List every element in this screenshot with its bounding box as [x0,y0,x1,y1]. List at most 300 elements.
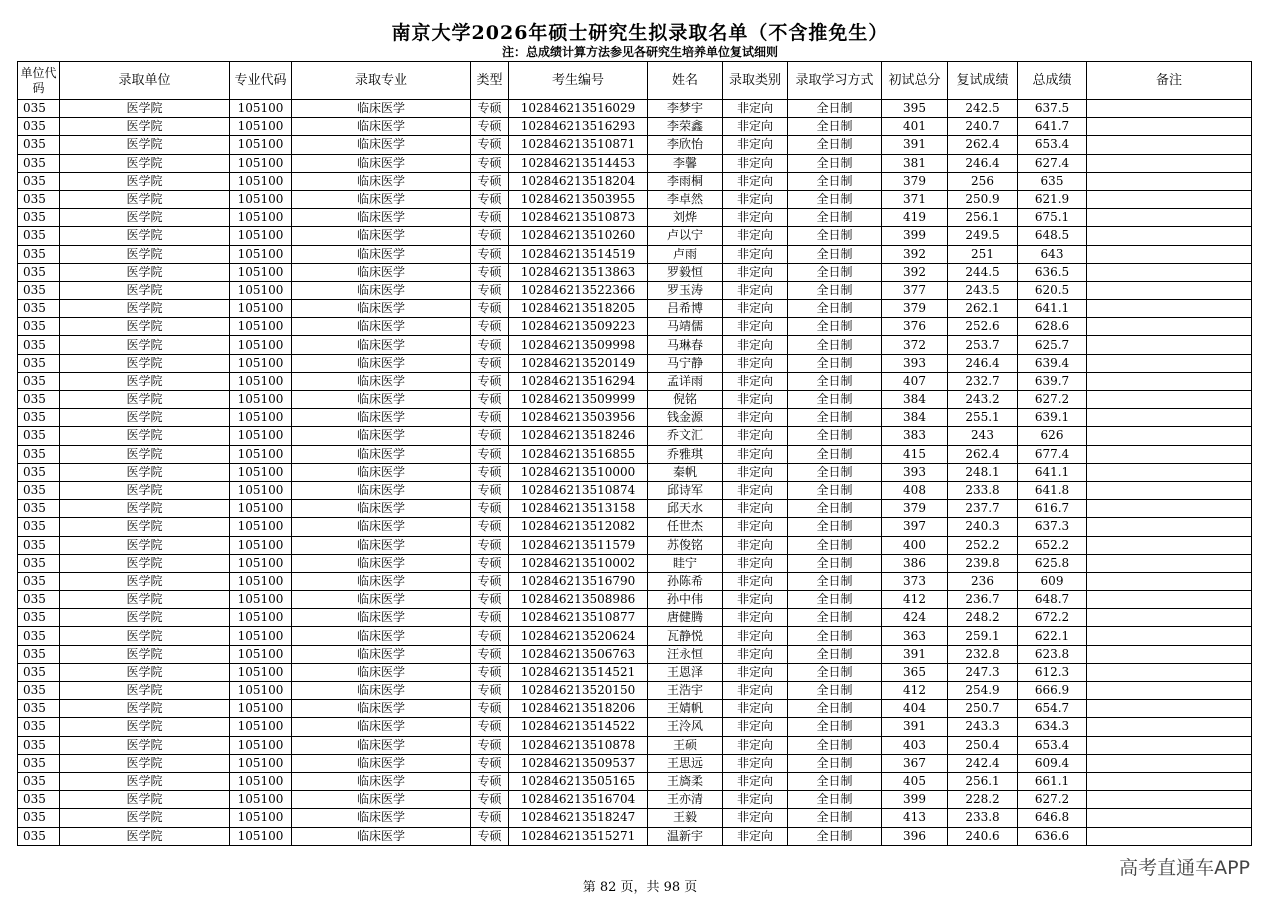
cell-total-score: 653.4 [1018,736,1087,754]
cell-unit-code: 035 [18,336,60,354]
cell-exam-no: 102846213518247 [509,809,648,827]
cell-category: 非定向 [723,118,788,136]
cell-unit: 医学院 [60,572,230,590]
cell-major-code: 105100 [230,336,292,354]
cell-major: 临床医学 [292,263,471,281]
table-header-row [18,62,1252,100]
cell-prelim-score: 393 [882,354,948,372]
table-row [18,154,1252,172]
table-row [18,172,1252,190]
cell-exam-no: 102846213511579 [509,536,648,554]
cell-retest-score: 262.4 [948,136,1018,154]
cell-remark [1087,172,1252,190]
cell-unit: 医学院 [60,682,230,700]
cell-unit-code: 035 [18,591,60,609]
cell-category: 非定向 [723,791,788,809]
header-remark: 备注 [1087,62,1252,100]
cell-name: 王泠风 [648,718,723,736]
cell-study-mode: 全日制 [788,500,882,518]
cell-unit: 医学院 [60,700,230,718]
table-row [18,791,1252,809]
cell-prelim-score: 408 [882,481,948,499]
cell-study-mode: 全日制 [788,372,882,390]
cell-total-score: 636.6 [1018,827,1087,845]
cell-unit-code: 035 [18,754,60,772]
cell-category: 非定向 [723,736,788,754]
cell-total-score: 616.7 [1018,500,1087,518]
cell-major-code: 105100 [230,209,292,227]
cell-total-score: 666.9 [1018,682,1087,700]
cell-prelim-score: 412 [882,591,948,609]
cell-study-mode: 全日制 [788,172,882,190]
cell-remark [1087,118,1252,136]
cell-remark [1087,663,1252,681]
cell-remark [1087,572,1252,590]
cell-name: 乔文汇 [648,427,723,445]
cell-remark [1087,445,1252,463]
cell-exam-no: 102846213516704 [509,791,648,809]
cell-remark [1087,536,1252,554]
cell-prelim-score: 367 [882,754,948,772]
cell-major-code: 105100 [230,827,292,845]
cell-major: 临床医学 [292,245,471,263]
cell-total-score: 636.5 [1018,263,1087,281]
cell-study-mode: 全日制 [788,227,882,245]
cell-total-score: 648.7 [1018,591,1087,609]
cell-category: 非定向 [723,409,788,427]
table-row [18,190,1252,208]
cell-study-mode: 全日制 [788,718,882,736]
table-row [18,609,1252,627]
cell-category: 非定向 [723,300,788,318]
table-row [18,554,1252,572]
cell-total-score: 648.5 [1018,227,1087,245]
cell-category: 非定向 [723,645,788,663]
cell-exam-no: 102846213518204 [509,172,648,190]
cell-major: 临床医学 [292,427,471,445]
cell-major: 临床医学 [292,391,471,409]
cell-type: 专硕 [471,591,509,609]
cell-major-code: 105100 [230,682,292,700]
cell-retest-score: 246.4 [948,154,1018,172]
cell-category: 非定向 [723,318,788,336]
cell-total-score: 625.7 [1018,336,1087,354]
cell-prelim-score: 415 [882,445,948,463]
cell-total-score: 627.2 [1018,791,1087,809]
cell-unit: 医学院 [60,409,230,427]
cell-prelim-score: 371 [882,190,948,208]
cell-type: 专硕 [471,227,509,245]
cell-remark [1087,409,1252,427]
cell-category: 非定向 [723,718,788,736]
cell-remark [1087,281,1252,299]
cell-unit-code: 035 [18,554,60,572]
cell-exam-no: 102846213513863 [509,263,648,281]
cell-major: 临床医学 [292,627,471,645]
cell-remark [1087,827,1252,845]
cell-unit: 医学院 [60,500,230,518]
cell-remark [1087,518,1252,536]
cell-unit: 医学院 [60,554,230,572]
cell-retest-score: 232.7 [948,372,1018,390]
cell-category: 非定向 [723,172,788,190]
cell-type: 专硕 [471,791,509,809]
cell-prelim-score: 424 [882,609,948,627]
cell-type: 专硕 [471,700,509,718]
table-row [18,736,1252,754]
table-row [18,263,1252,281]
cell-remark [1087,245,1252,263]
cell-total-score: 628.6 [1018,318,1087,336]
cell-major-code: 105100 [230,645,292,663]
cell-retest-score: 243.5 [948,281,1018,299]
cell-prelim-score: 399 [882,227,948,245]
cell-type: 专硕 [471,209,509,227]
cell-total-score: 643 [1018,245,1087,263]
cell-category: 非定向 [723,827,788,845]
cell-exam-no: 102846213510878 [509,736,648,754]
cell-exam-no: 102846213509223 [509,318,648,336]
cell-category: 非定向 [723,663,788,681]
cell-category: 非定向 [723,427,788,445]
cell-major: 临床医学 [292,645,471,663]
cell-major-code: 105100 [230,809,292,827]
cell-exam-no: 102846213522366 [509,281,648,299]
cell-major: 临床医学 [292,372,471,390]
scoring-note: 注：总成绩计算方法参见各研究生培养单位复试细则 [501,45,778,59]
cell-retest-score: 262.4 [948,445,1018,463]
cell-major-code: 105100 [230,772,292,790]
cell-study-mode: 全日制 [788,263,882,281]
cell-type: 专硕 [471,572,509,590]
cell-retest-score: 259.1 [948,627,1018,645]
cell-name: 秦帆 [648,463,723,481]
cell-exam-no: 102846213510000 [509,463,648,481]
cell-retest-score: 243.3 [948,718,1018,736]
cell-major-code: 105100 [230,245,292,263]
cell-category: 非定向 [723,227,788,245]
cell-total-score: 641.1 [1018,300,1087,318]
cell-major: 临床医学 [292,445,471,463]
cell-remark [1087,391,1252,409]
cell-total-score: 609 [1018,572,1087,590]
cell-unit-code: 035 [18,409,60,427]
cell-retest-score: 250.4 [948,736,1018,754]
cell-study-mode: 全日制 [788,336,882,354]
cell-unit-code: 035 [18,663,60,681]
cell-prelim-score: 373 [882,572,948,590]
cell-major-code: 105100 [230,554,292,572]
cell-type: 专硕 [471,736,509,754]
cell-total-score: 627.2 [1018,391,1087,409]
cell-unit-code: 035 [18,809,60,827]
cell-major-code: 105100 [230,500,292,518]
cell-exam-no: 102846213510877 [509,609,648,627]
cell-retest-score: 256.1 [948,209,1018,227]
cell-category: 非定向 [723,772,788,790]
table-row [18,645,1252,663]
table-row [18,809,1252,827]
cell-major: 临床医学 [292,336,471,354]
cell-category: 非定向 [723,154,788,172]
cell-type: 专硕 [471,263,509,281]
cell-total-score: 626 [1018,427,1087,445]
cell-name: 孟详雨 [648,372,723,390]
cell-major-code: 105100 [230,172,292,190]
cell-name: 王思远 [648,754,723,772]
cell-prelim-score: 391 [882,718,948,736]
cell-study-mode: 全日制 [788,827,882,845]
cell-major: 临床医学 [292,354,471,372]
table-row [18,772,1252,790]
cell-category: 非定向 [723,463,788,481]
cell-exam-no: 102846213508986 [509,591,648,609]
cell-unit: 医学院 [60,281,230,299]
cell-prelim-score: 404 [882,700,948,718]
cell-remark [1087,100,1252,118]
cell-unit: 医学院 [60,791,230,809]
cell-type: 专硕 [471,500,509,518]
cell-study-mode: 全日制 [788,809,882,827]
cell-category: 非定向 [723,500,788,518]
cell-unit: 医学院 [60,718,230,736]
cell-category: 非定向 [723,481,788,499]
cell-major-code: 105100 [230,372,292,390]
cell-prelim-score: 392 [882,245,948,263]
cell-retest-score: 262.1 [948,300,1018,318]
cell-unit: 医学院 [60,591,230,609]
cell-study-mode: 全日制 [788,300,882,318]
header-prelim-score: 初试总分 [882,62,948,100]
cell-study-mode: 全日制 [788,518,882,536]
cell-name: 王旖柔 [648,772,723,790]
cell-retest-score: 233.8 [948,809,1018,827]
cell-type: 专硕 [471,463,509,481]
cell-category: 非定向 [723,809,788,827]
cell-unit: 医学院 [60,154,230,172]
cell-major: 临床医学 [292,154,471,172]
cell-name: 苏俊铭 [648,536,723,554]
cell-unit: 医学院 [60,136,230,154]
cell-name: 任世杰 [648,518,723,536]
cell-retest-score: 242.5 [948,100,1018,118]
cell-remark [1087,754,1252,772]
admission-table [17,61,1252,846]
cell-study-mode: 全日制 [788,463,882,481]
cell-major-code: 105100 [230,118,292,136]
cell-retest-score: 253.7 [948,336,1018,354]
table-row [18,572,1252,590]
cell-unit-code: 035 [18,245,60,263]
cell-study-mode: 全日制 [788,245,882,263]
cell-total-score: 652.2 [1018,536,1087,554]
cell-major: 临床医学 [292,536,471,554]
cell-prelim-score: 407 [882,372,948,390]
cell-exam-no: 102846213512082 [509,518,648,536]
cell-major: 临床医学 [292,118,471,136]
cell-retest-score: 247.3 [948,663,1018,681]
cell-category: 非定向 [723,209,788,227]
cell-retest-score: 228.2 [948,791,1018,809]
cell-exam-no: 102846213520149 [509,354,648,372]
cell-type: 专硕 [471,118,509,136]
cell-major: 临床医学 [292,572,471,590]
cell-type: 专硕 [471,245,509,263]
table-row [18,245,1252,263]
table-row [18,536,1252,554]
cell-major-code: 105100 [230,154,292,172]
cell-prelim-score: 381 [882,154,948,172]
cell-unit: 医学院 [60,627,230,645]
cell-type: 专硕 [471,154,509,172]
cell-total-score: 654.7 [1018,700,1087,718]
cell-major: 临床医学 [292,100,471,118]
table-row [18,227,1252,245]
cell-total-score: 627.4 [1018,154,1087,172]
cell-retest-score: 233.8 [948,481,1018,499]
cell-major: 临床医学 [292,772,471,790]
cell-category: 非定向 [723,754,788,772]
cell-major-code: 105100 [230,427,292,445]
cell-unit: 医学院 [60,463,230,481]
cell-category: 非定向 [723,445,788,463]
cell-name: 汪永恒 [648,645,723,663]
table-row [18,518,1252,536]
cell-retest-score: 250.9 [948,190,1018,208]
header-exam-no: 考生编号 [509,62,648,100]
cell-remark [1087,682,1252,700]
cell-retest-score: 248.2 [948,609,1018,627]
cell-type: 专硕 [471,172,509,190]
cell-study-mode: 全日制 [788,281,882,299]
cell-study-mode: 全日制 [788,645,882,663]
table-row [18,118,1252,136]
cell-major: 临床医学 [292,300,471,318]
cell-category: 非定向 [723,136,788,154]
cell-study-mode: 全日制 [788,736,882,754]
cell-major-code: 105100 [230,481,292,499]
cell-remark [1087,736,1252,754]
cell-major-code: 105100 [230,791,292,809]
table-row [18,100,1252,118]
cell-major: 临床医学 [292,409,471,427]
table-row [18,627,1252,645]
header-major: 录取专业 [292,62,471,100]
cell-retest-score: 244.5 [948,263,1018,281]
cell-exam-no: 102846213505165 [509,772,648,790]
cell-unit: 医学院 [60,809,230,827]
cell-study-mode: 全日制 [788,100,882,118]
cell-major: 临床医学 [292,591,471,609]
cell-unit-code: 035 [18,518,60,536]
cell-name: 邱诗军 [648,481,723,499]
header-study-mode: 录取学习方式 [788,62,882,100]
cell-major-code: 105100 [230,536,292,554]
cell-exam-no: 102846213516029 [509,100,648,118]
cell-unit: 医学院 [60,391,230,409]
cell-prelim-score: 405 [882,772,948,790]
cell-total-score: 677.4 [1018,445,1087,463]
cell-name: 李馨 [648,154,723,172]
cell-prelim-score: 384 [882,391,948,409]
cell-category: 非定向 [723,372,788,390]
table-row [18,700,1252,718]
cell-prelim-score: 403 [882,736,948,754]
cell-total-score: 646.8 [1018,809,1087,827]
cell-name: 刘烨 [648,209,723,227]
cell-unit: 医学院 [60,772,230,790]
cell-major: 临床医学 [292,281,471,299]
cell-remark [1087,190,1252,208]
cell-name: 眭宁 [648,554,723,572]
cell-remark [1087,500,1252,518]
cell-type: 专硕 [471,354,509,372]
cell-study-mode: 全日制 [788,791,882,809]
cell-total-score: 623.8 [1018,645,1087,663]
cell-major-code: 105100 [230,609,292,627]
cell-unit-code: 035 [18,500,60,518]
cell-name: 王浩宇 [648,682,723,700]
table-row [18,136,1252,154]
cell-major-code: 105100 [230,136,292,154]
cell-category: 非定向 [723,354,788,372]
cell-exam-no: 102846213518206 [509,700,648,718]
cell-major: 临床医学 [292,736,471,754]
cell-type: 专硕 [471,536,509,554]
cell-exam-no: 102846213520624 [509,627,648,645]
cell-major: 临床医学 [292,609,471,627]
cell-exam-no: 102846213520150 [509,682,648,700]
cell-category: 非定向 [723,572,788,590]
cell-major-code: 105100 [230,227,292,245]
cell-name: 卢以宁 [648,227,723,245]
cell-unit: 医学院 [60,445,230,463]
cell-name: 唐健腾 [648,609,723,627]
cell-unit: 医学院 [60,172,230,190]
cell-exam-no: 102846213518246 [509,427,648,445]
cell-unit-code: 035 [18,318,60,336]
cell-retest-score: 239.8 [948,554,1018,572]
cell-unit-code: 035 [18,354,60,372]
cell-type: 专硕 [471,100,509,118]
cell-unit-code: 035 [18,700,60,718]
cell-prelim-score: 391 [882,136,948,154]
cell-prelim-score: 363 [882,627,948,645]
cell-category: 非定向 [723,700,788,718]
cell-prelim-score: 376 [882,318,948,336]
cell-prelim-score: 392 [882,263,948,281]
cell-unit-code: 035 [18,736,60,754]
cell-type: 专硕 [471,336,509,354]
cell-unit-code: 035 [18,463,60,481]
cell-category: 非定向 [723,263,788,281]
cell-exam-no: 102846213513158 [509,500,648,518]
cell-major: 临床医学 [292,463,471,481]
cell-unit: 医学院 [60,318,230,336]
table-row [18,827,1252,845]
cell-name: 罗毅恒 [648,263,723,281]
cell-name: 孙中伟 [648,591,723,609]
cell-name: 孙陈希 [648,572,723,590]
cell-total-score: 621.9 [1018,190,1087,208]
cell-retest-score: 232.8 [948,645,1018,663]
table-row [18,209,1252,227]
cell-exam-no: 102846213503955 [509,190,648,208]
cell-name: 马靖儒 [648,318,723,336]
cell-major: 临床医学 [292,318,471,336]
table-row [18,718,1252,736]
cell-retest-score: 254.9 [948,682,1018,700]
